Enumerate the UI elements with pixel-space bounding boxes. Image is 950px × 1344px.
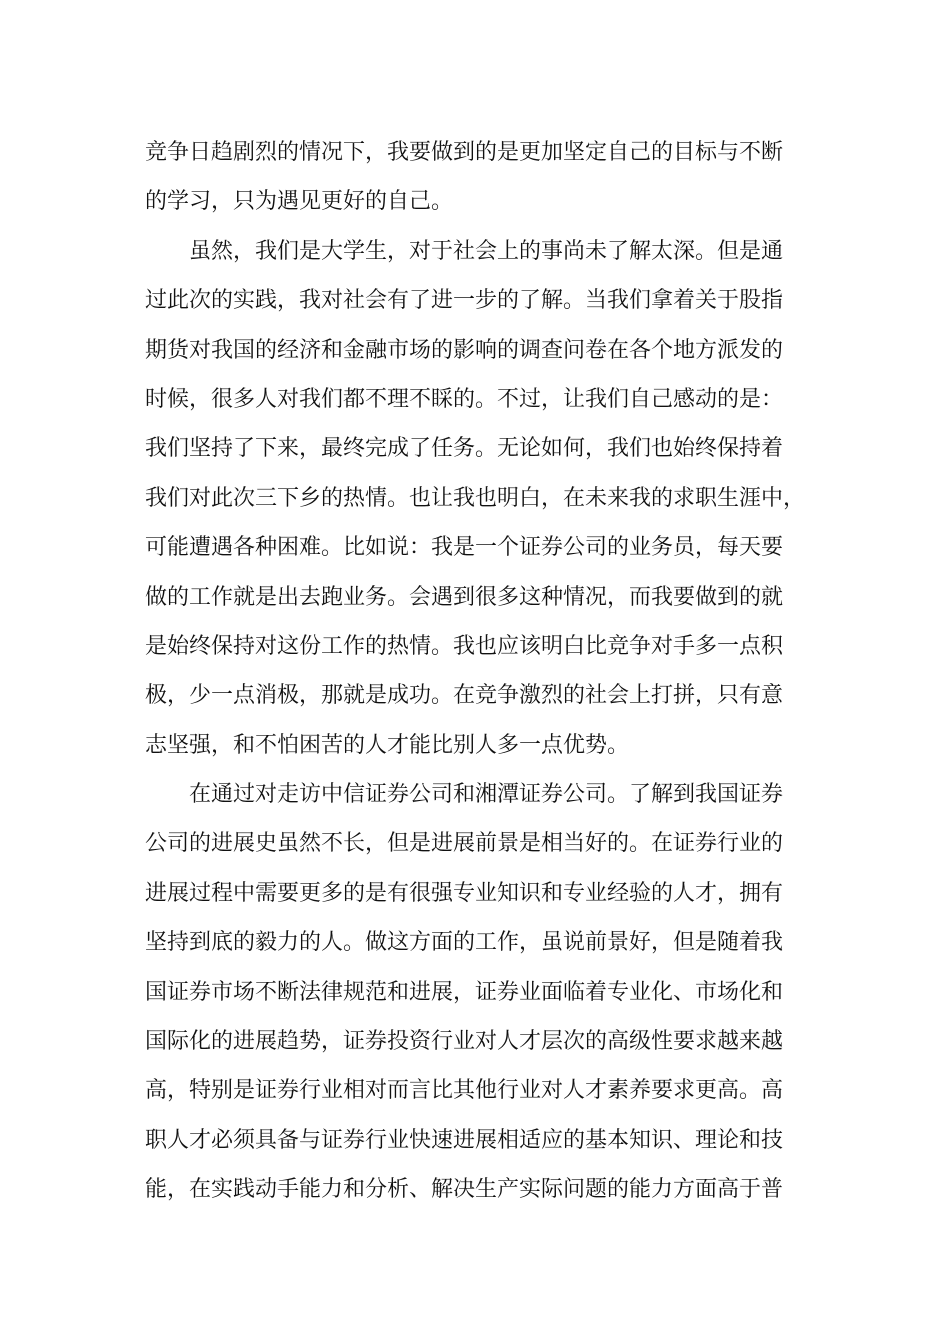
text-line: 能，在实践动手能力和分析、解决生产实际问题的能力方面高于普 bbox=[145, 1177, 784, 1203]
text-line: 国际化的进展趋势，证券投资行业对人才层次的高级性要求越来越 bbox=[145, 1029, 784, 1055]
text-line: 过此次的实践，我对社会有了进一步的了解。当我们拿着关于股指 bbox=[145, 288, 784, 314]
text-line: 职人才必须具备与证券行业快速进展相适应的基本知识、理论和技 bbox=[145, 1127, 784, 1153]
text-line: 国证券市场不断法律规范和进展，证券业面临着专业化、市场化和 bbox=[145, 979, 784, 1005]
text-line: 我们坚持了下来，最终完成了任务。无论如何，我们也始终保持着 bbox=[145, 436, 784, 462]
text-line: 虽然，我们是大学生，对于社会上的事尚未了解太深。但是通 bbox=[189, 238, 784, 264]
text-line: 进展过程中需要更多的是有很强专业知识和专业经验的人才，拥有 bbox=[145, 880, 784, 906]
body-text bbox=[145, 128, 825, 1215]
text-line: 在通过对走访中信证券公司和湘潭证券公司。了解到我国证券 bbox=[189, 782, 784, 808]
text-line: 的学习，只为遇见更好的自己。 bbox=[145, 189, 454, 215]
text-line: 是始终保持对这份工作的热情。我也应该明白比竞争对手多一点积 bbox=[145, 633, 784, 659]
text-line: 我们对此次三下乡的热情。也让我也明白，在未来我的求职生涯中， bbox=[145, 485, 806, 511]
text-line: 志坚强，和不怕困苦的人才能比别人多一点优势。 bbox=[145, 732, 630, 758]
text-line: 高，特别是证券行业相对而言比其他行业对人才素养要求更高。高 bbox=[145, 1078, 784, 1104]
text-line: 极，少一点消极，那就是成功。在竞争激烈的社会上打拼，只有意 bbox=[145, 683, 784, 709]
text-line: 做的工作就是出去跑业务。会遇到很多这种情况，而我要做到的就 bbox=[145, 584, 784, 610]
text-line: 期货对我国的经济和金融市场的影响的调查问卷在各个地方派发的 bbox=[145, 337, 784, 363]
text-line: 公司的进展史虽然不长，但是进展前景是相当好的。在证券行业的 bbox=[145, 831, 784, 857]
text-line: 时候，很多人对我们都不理不睬的。不过，让我们自己感动的是： bbox=[145, 386, 784, 412]
text-line: 坚持到底的毅力的人。做这方面的工作，虽说前景好，但是随着我 bbox=[145, 930, 784, 956]
text-line: 可能遭遇各种困难。比如说：我是一个证券公司的业务员，每天要 bbox=[145, 535, 784, 561]
text-line: 竞争日趋剧烈的情况下，我要做到的是更加坚定自己的目标与不断 bbox=[145, 140, 784, 165]
